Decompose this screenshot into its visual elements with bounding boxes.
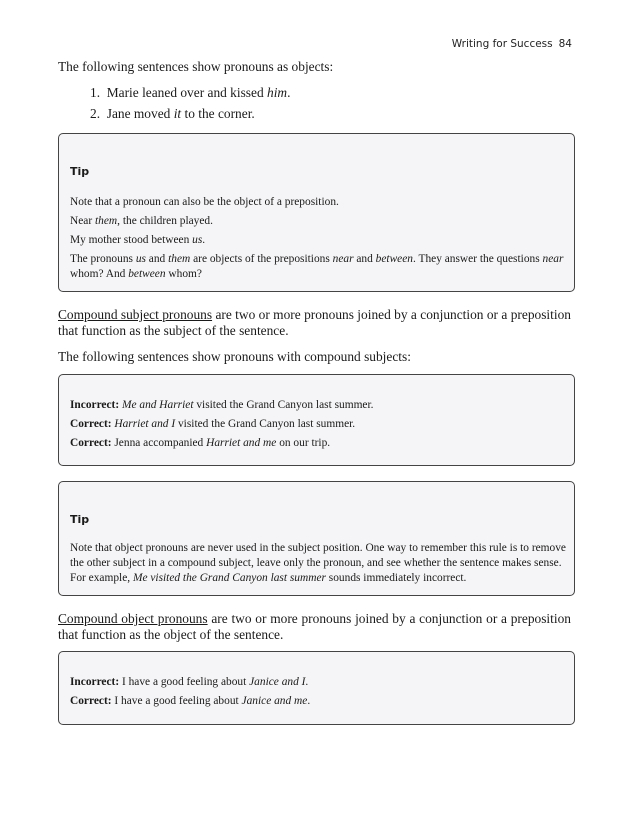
compound-object-definition: Compound object pronouns are two or more pronouns joined by a conjunction or a preposition that function as the object of the sentence.: [58, 611, 571, 642]
example-line: Correct: I have a good feeling about Janice and me.: [70, 695, 311, 707]
example-line: Correct: Jenna accompanied Harriet and me on our trip.: [70, 437, 331, 449]
tip-title: Tip: [70, 513, 90, 526]
list-item: 2. Jane moved it to the corner.: [90, 106, 255, 121]
example-line: Correct: Harriet and I visited the Grand Canyon last summer.: [70, 418, 356, 430]
tip-explanation: The pronouns us and them are objects of the prepositions near and between. They answer the questions near whom? And between whom?: [70, 253, 564, 280]
tip-text: Note that object pronouns are never used in the subject position. One way to remember this rule is to remove the other subject in a compound subject, leave only the pronoun, and see whether the sentence makes sense. For example, Me visited the Grand Canyon last summer sounds immediately incorrect.: [70, 542, 566, 584]
tip-example: My mother stood between us.: [70, 234, 206, 246]
compound-object-examples-box: [58, 651, 575, 725]
tip-box-prepositions: [58, 133, 575, 292]
tip-title: Tip: [70, 165, 90, 178]
header-title: Writing for Success: [451, 38, 553, 50]
list-item: 1. Marie leaned over and kissed him.: [90, 85, 291, 100]
tip-box-subject-position: [58, 481, 575, 596]
example-line: Incorrect: Me and Harriet visited the Grand Canyon last summer.: [70, 399, 374, 411]
intro-objects: The following sentences show pronouns as objects:: [58, 59, 334, 74]
compound-subject-term: Compound subject pronouns: [58, 307, 213, 322]
tip-line: Note that a pronoun can also be the object of a preposition.: [70, 196, 339, 208]
intro-compound-subjects: The following sentences show pronouns with compound subjects:: [58, 349, 411, 364]
compound-object-term: Compound object pronouns: [58, 611, 208, 626]
compound-subject-definition: Compound subject pronouns are two or more pronouns joined by a conjunction or a preposition that function as the subject of the sentence.: [58, 307, 571, 338]
example-line: Incorrect: I have a good feeling about Janice and I.: [70, 676, 309, 688]
tip-example: Near them, the children played.: [70, 215, 213, 227]
running-header: [452, 38, 572, 50]
page-number: 84: [558, 38, 572, 50]
compound-subject-examples-box: [58, 374, 575, 466]
